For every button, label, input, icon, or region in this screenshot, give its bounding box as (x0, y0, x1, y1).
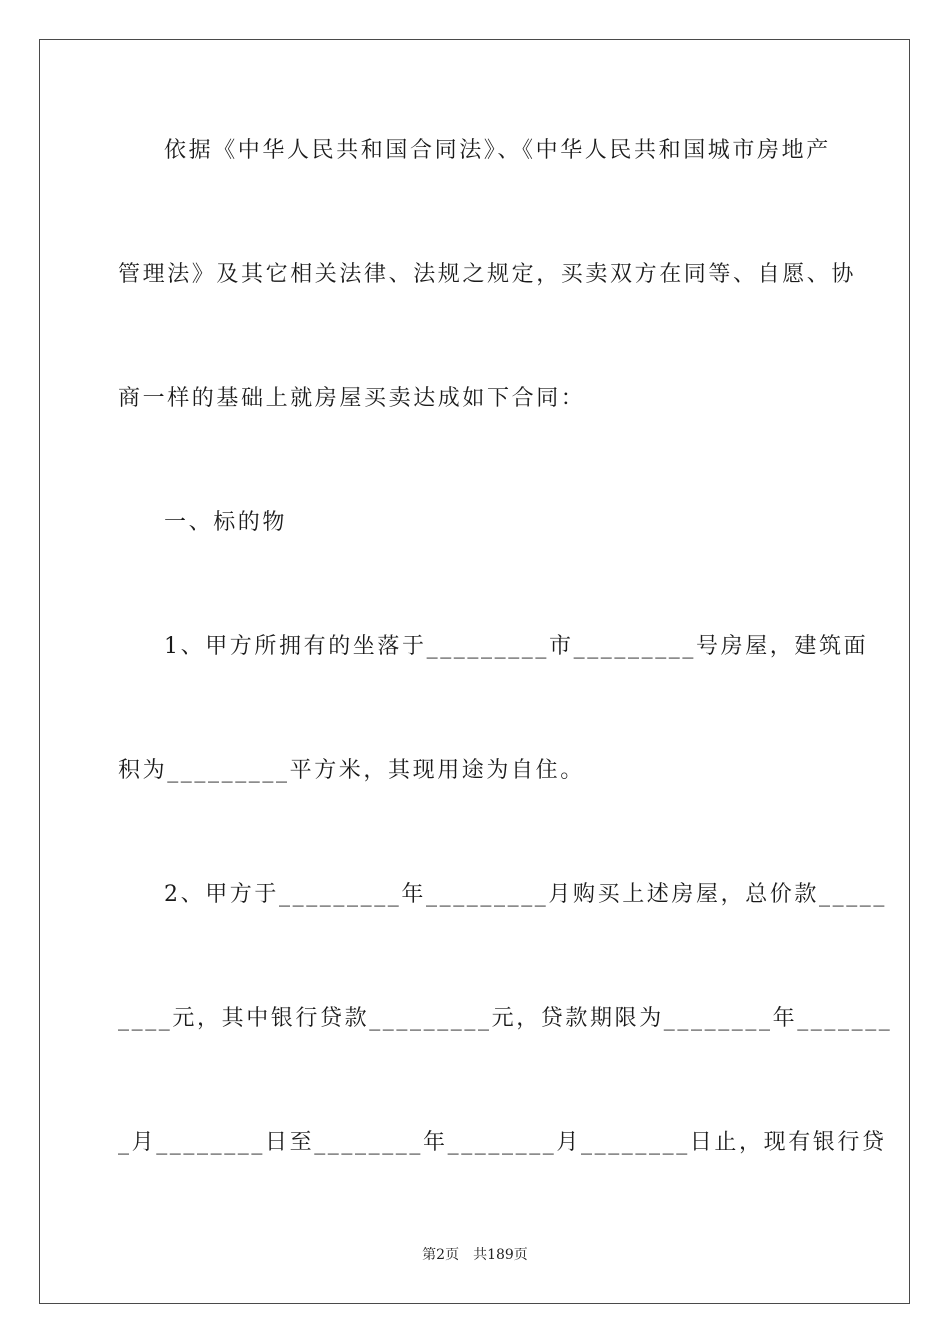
paragraph-line: 商一样的基础上就房屋买卖达成如下合同： (118, 386, 586, 411)
paragraph-line: _月________日至________年________月________日止，现有银行贷 (118, 1130, 887, 1155)
paragraph-line: ____元，其中银行贷款_________元，贷款期限为________年_______ (118, 1006, 893, 1031)
paragraph-line: 积为_________平方米，其现用途为自住。 (118, 758, 585, 783)
page-border (39, 39, 910, 1304)
paragraph-line: 1、甲方所拥有的坐落于_________市_________号房屋，建筑面 (164, 634, 869, 659)
paragraph-line: 2、甲方于_________年_________月购买上述房屋，总价款_____ (164, 882, 887, 907)
paragraph-line: 管理法》及其它相关法律、法规之规定，买卖双方在同等、自愿、协 (118, 262, 857, 287)
page-footer: 第2页 共189页 (422, 1247, 528, 1263)
paragraph-line: 依据《中华人民共和国合同法》、《中华人民共和国城市房地产 (164, 138, 831, 163)
section-heading: 一、标的物 (164, 510, 288, 535)
